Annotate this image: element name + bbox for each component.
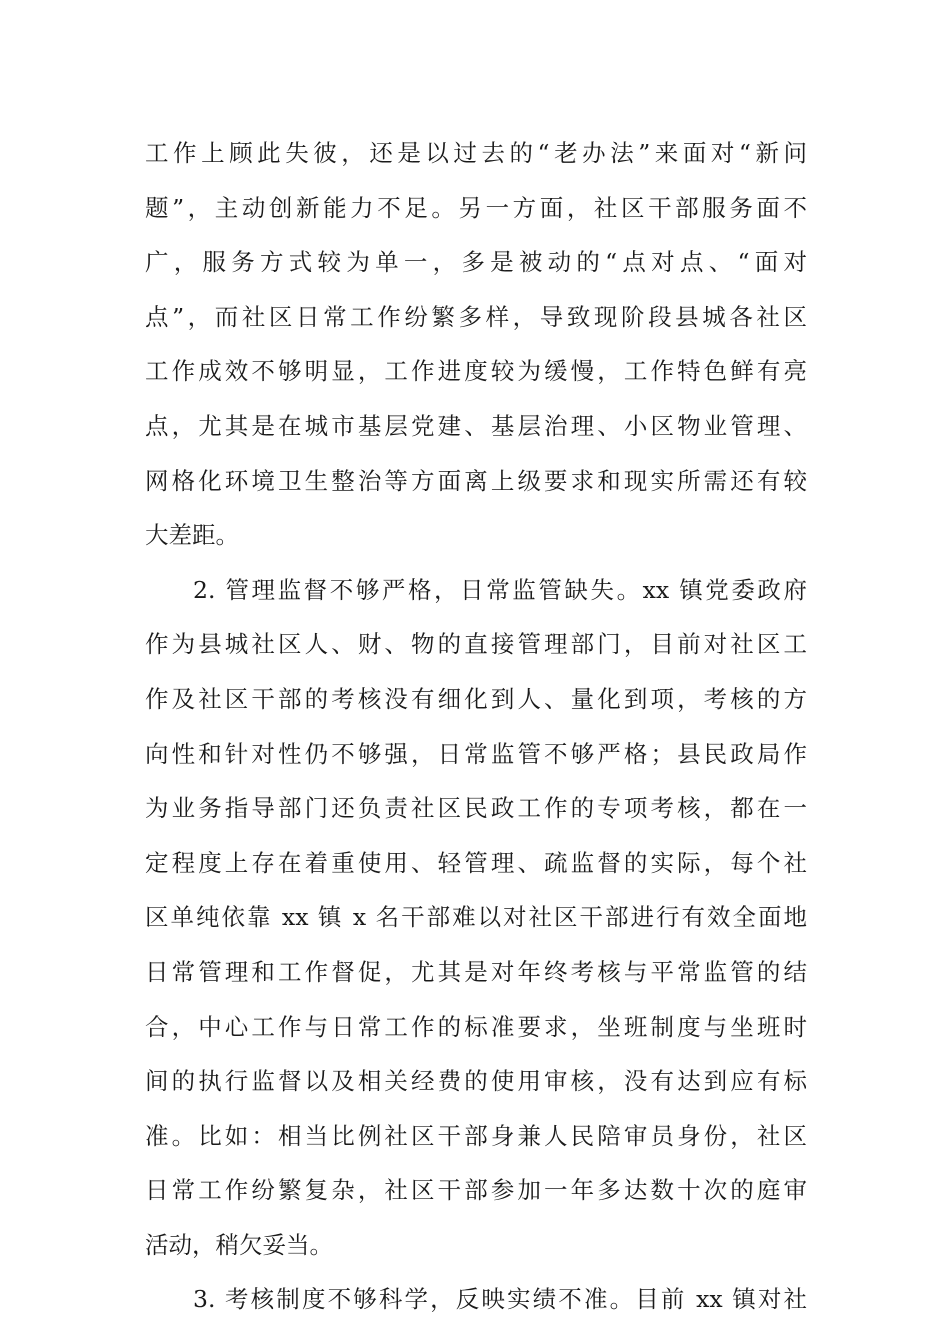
- paragraph-3: [145, 1272, 807, 1327]
- text-line: 点，尤其是在城市基层党建、基层治理、小区物业管理、: [145, 411, 807, 440]
- text-line: 合，中心工作与日常工作的标准要求，坐班制度与坐班时: [145, 1012, 807, 1041]
- text-line: 准。比如：相当比例社区干部身兼人民陪审员身份，社区: [145, 1121, 807, 1150]
- text-line: 定程度上存在着重使用、轻管理、疏监督的实际，每个社: [145, 848, 807, 877]
- text-line: 间的执行监督以及相关经费的使用审核，没有达到应有标: [145, 1067, 807, 1096]
- text-line: 作及社区干部的考核没有细化到人、量化到项，考核的方: [145, 684, 807, 713]
- paragraph-2: [145, 563, 807, 1273]
- text-line: 日常管理和工作督促，尤其是对年终考核与平常监管的结: [145, 957, 807, 986]
- text-line: 活动，稍欠妥当。: [145, 1230, 333, 1259]
- text-line: 广，服务方式较为单一，多是被动的“点对点、“面对: [145, 248, 807, 277]
- text-line: 为业务指导部门还负责社区民政工作的专项考核，都在一: [145, 794, 807, 823]
- text-line: 题”，主动创新能力不足。另一方面，社区干部服务面不: [145, 193, 807, 222]
- text-line: 大差距。: [145, 521, 239, 550]
- text-line: 网格化环境卫生整治等方面离上级要求和现实所需还有较: [145, 466, 807, 495]
- paragraph-1: [145, 126, 807, 563]
- text-line: 点”，而社区日常工作纷繁多样，导致现阶段县城各社区: [145, 302, 807, 331]
- body-text: [145, 126, 807, 1327]
- text-line: 日常工作纷繁复杂，社区干部参加一年多达数十次的庭审: [145, 1176, 807, 1205]
- text-line: 区单纯依靠 xx 镇 x 名干部难以对社区干部进行有效全面地: [145, 903, 807, 932]
- text-line: 3. 考核制度不够科学，反映实绩不准。目前 xx 镇对社: [193, 1285, 807, 1314]
- text-line: 向性和针对性仍不够强，日常监管不够严格；县民政局作: [145, 739, 807, 768]
- text-line: 工作成效不够明显，工作进度较为缓慢，工作特色鲜有亮: [145, 357, 807, 386]
- text-line: 作为县城社区人、财、物的直接管理部门，目前对社区工: [145, 630, 807, 659]
- text-line: 工作上顾此失彼，还是以过去的“老办法”来面对“新问: [145, 139, 807, 167]
- text-line: 2. 管理监督不够严格，日常监管缺失。xx 镇党委政府: [193, 575, 807, 604]
